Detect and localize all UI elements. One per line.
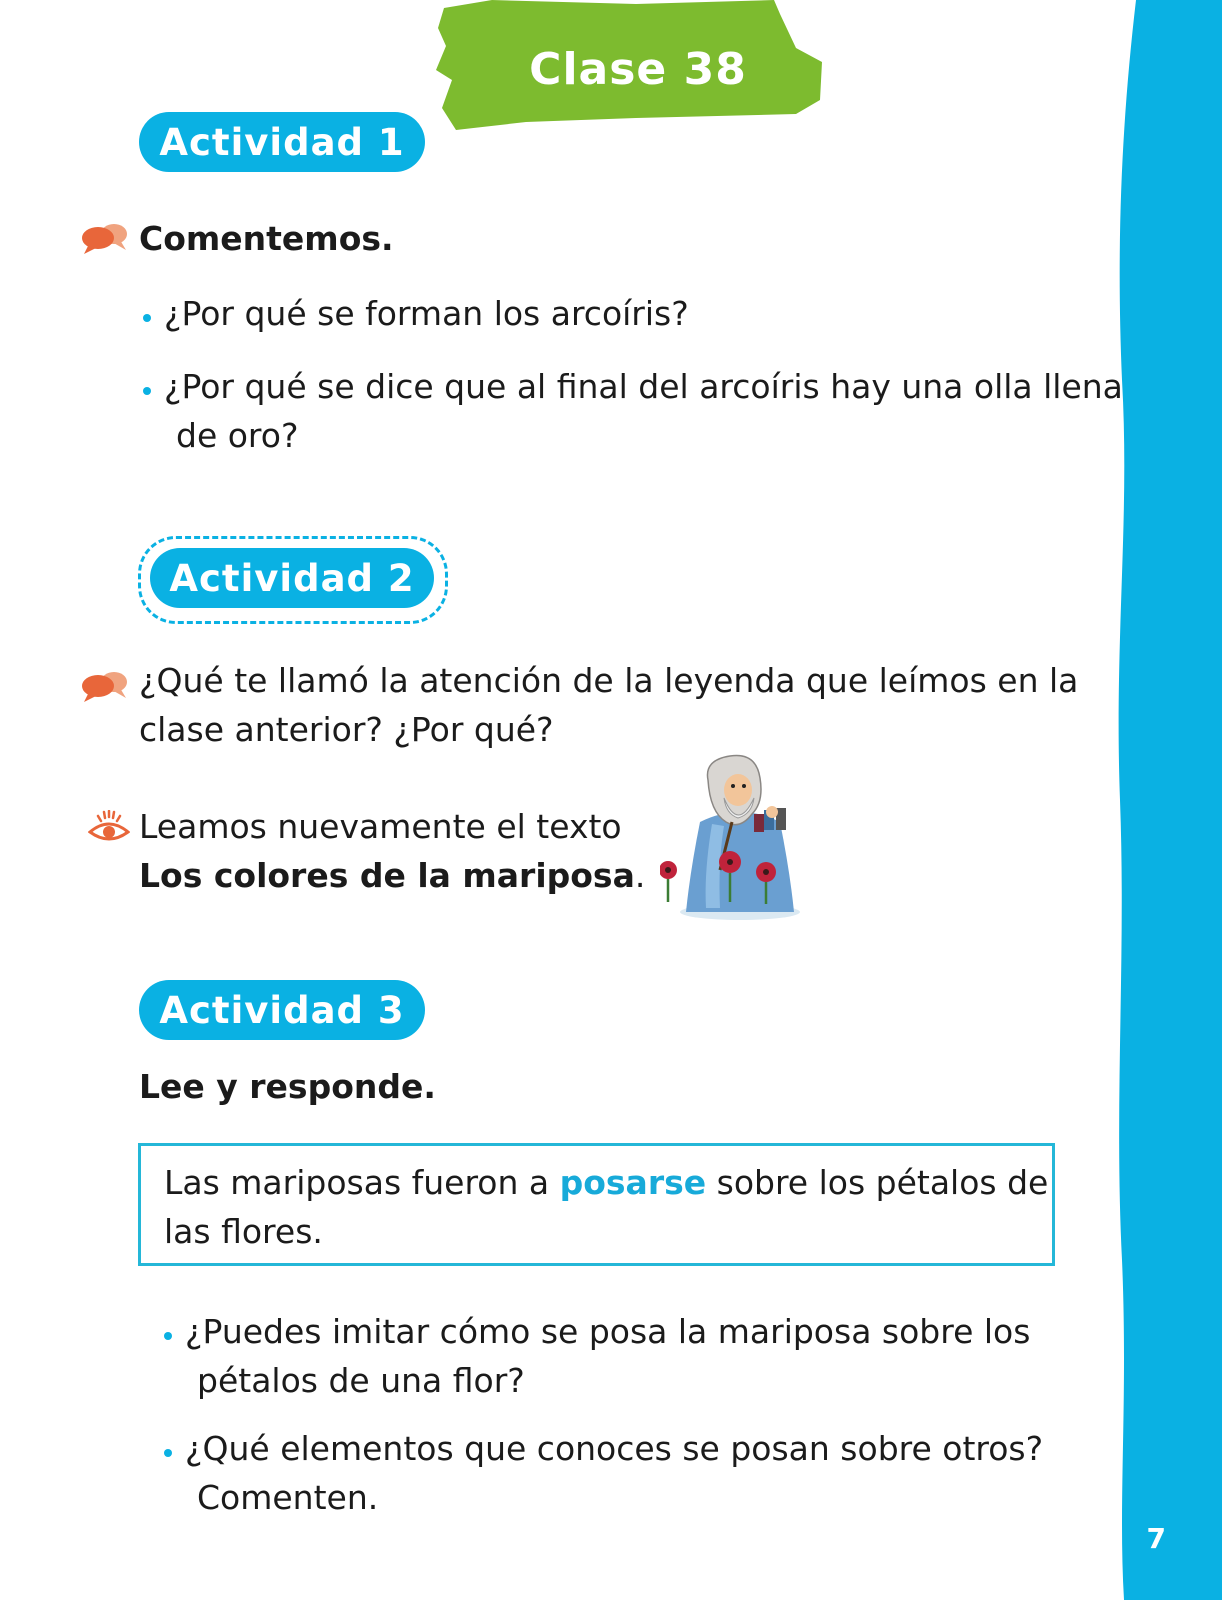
activity2-question-line2: clase anterior? ¿Por qué? xyxy=(139,710,554,749)
activity1-question-2: ¿Por qué se dice que al final del arcoíris hay una olla llena xyxy=(164,367,1123,406)
activity2-question-line1: ¿Qué te llamó la atención de la leyenda que leímos en la xyxy=(139,661,1079,700)
wizard-painter-illustration xyxy=(660,752,820,922)
bullet-point xyxy=(143,387,151,395)
sentence-part1: Las mariposas fueron a xyxy=(164,1163,560,1202)
page-number: 7 xyxy=(1146,1522,1166,1555)
activity1-question-2-cont: de oro? xyxy=(176,416,299,455)
speech-bubbles-icon xyxy=(80,670,130,702)
class-title: Clase 38 xyxy=(529,44,747,95)
activity3-question-2: ¿Qué elementos que conoces se posan sobre otros? xyxy=(185,1429,1044,1468)
highlighted-word: posarse xyxy=(559,1163,707,1202)
activity3-heading: Lee y responde. xyxy=(139,1067,436,1106)
story-title-period: . xyxy=(634,856,646,895)
activity3-question-1: ¿Puedes imitar cómo se posa la mariposa sobre los xyxy=(185,1312,1031,1351)
sentence-line1 xyxy=(164,1158,1048,1207)
activity1-badge: Actividad 1 xyxy=(139,112,425,172)
eye-icon xyxy=(88,810,130,844)
story-title: Los colores de la mariposa xyxy=(139,856,635,895)
activity2-badge: Actividad 2 xyxy=(150,548,434,608)
sentence-part2: sobre los pétalos de xyxy=(706,1163,1049,1202)
activity1-heading: Comentemos. xyxy=(139,219,394,258)
activity3-badge: Actividad 3 xyxy=(139,980,425,1040)
activity3-question-1-cont: pétalos de una flor? xyxy=(197,1361,525,1400)
side-decorative-band xyxy=(1112,0,1222,1600)
activity3-question-2-cont: Comenten. xyxy=(197,1478,379,1517)
sentence-line2: las flores. xyxy=(164,1212,323,1251)
activity2-read-title-line xyxy=(139,851,645,900)
speech-bubbles-icon xyxy=(80,222,130,254)
bullet-point xyxy=(164,1332,172,1340)
activity1-question-1: ¿Por qué se forman los arcoíris? xyxy=(164,294,689,333)
bullet-point xyxy=(164,1449,172,1457)
activity2-read-line: Leamos nuevamente el texto xyxy=(139,807,622,846)
bullet-point xyxy=(143,314,151,322)
